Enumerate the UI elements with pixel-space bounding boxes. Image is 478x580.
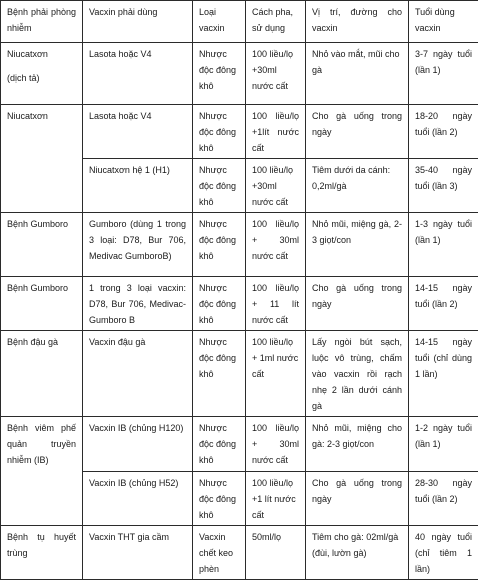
cell-age: 18-20 ngày tuổi (lần 2): [409, 105, 478, 159]
cell-type: Nhược độc đông khô: [193, 472, 246, 526]
cell-vaccine: Vacxin IB (chủng H52): [83, 472, 193, 526]
cell-method: Cho gà uống trong ngày: [306, 472, 409, 526]
cell-vaccine: Vacxin IB (chủng H120): [83, 417, 193, 472]
header-age: Tuổi dùng vacxin: [409, 1, 478, 43]
cell-type: Nhược độc đông khô: [193, 417, 246, 472]
table-row: [1, 417, 478, 472]
cell-age: 14-15 ngày tuổi (lần 2): [409, 277, 478, 331]
cell-type: Nhược độc đông khô: [193, 213, 246, 277]
cell-mixing: 50ml/lọ: [246, 526, 306, 580]
cell-vaccine: 1 trong 3 loại vacxin: D78, Bur 706, Medivac-Gumboro B: [83, 277, 193, 331]
cell-mixing: 100 liều/lọ +30ml nước cất: [246, 159, 306, 213]
cell-age: 3-7 ngày tuổi (lần 1): [409, 43, 478, 105]
cell-type: Nhược độc đông khô: [193, 105, 246, 159]
header-disease: Bệnh phải phòng nhiễm: [1, 1, 83, 43]
cell-spacer: [7, 62, 76, 70]
cell-method: Nhỏ vào mắt, mũi cho gà: [306, 43, 409, 105]
cell-method: [306, 526, 409, 580]
cell-vaccine: Niucatxơn hệ 1 (H1): [83, 159, 193, 213]
cell-mixing: 100 liều/lọ +30ml nước cất: [246, 43, 306, 105]
cell-method-note: (đùi, lườn gà): [312, 545, 402, 561]
cell-disease-name: Niucatxơn: [7, 46, 76, 62]
cell-disease: Bệnh Gumboro: [1, 277, 83, 331]
table-row: [1, 213, 478, 277]
header-method: Vị trí, đường cho vacxin: [306, 1, 409, 43]
cell-disease: [1, 43, 83, 105]
cell-method-main: Tiêm cho gà: 02ml/gà: [312, 529, 402, 545]
cell-disease-note: (dịch tả): [7, 70, 76, 86]
table-row: [1, 526, 478, 580]
cell-vaccine: Lasota hoặc V4: [83, 43, 193, 105]
cell-disease: Bệnh tụ huyết trùng: [1, 526, 83, 580]
cell-method: Tiêm dưới da cánh: 0,2ml/gà: [306, 159, 409, 213]
cell-vaccine: Lasota hoặc V4: [83, 105, 193, 159]
cell-mixing: 100 liều/lọ + 1ml nước cất: [246, 331, 306, 417]
header-mixing: Cách pha, sử dụng: [246, 1, 306, 43]
table-row: [1, 331, 478, 417]
cell-age: 35-40 ngày tuổi (lần 3): [409, 159, 478, 213]
cell-vaccine: Gumboro (dùng 1 trong 3 loại: D78, Bur 706, Medivac GumboroB): [83, 213, 193, 277]
cell-method: Nhỏ mũi, miệng gà, 2-3 giọt/con: [306, 213, 409, 277]
cell-method: Nhỏ mũi, miệng cho gà: 2-3 giọt/con: [306, 417, 409, 472]
cell-method: Cho gà uống trong ngày: [306, 105, 409, 159]
cell-method: Lấy ngòi bút sạch, luộc vô trùng, chấm vào vacxin rồi rạch nhẹ 2 lần dưới cánh gà: [306, 331, 409, 417]
cell-disease: Bệnh viêm phế quản truyền nhiễm (IB): [1, 417, 83, 526]
cell-mixing: 100 liều/lọ +1lít nước cất: [246, 105, 306, 159]
cell-disease: Bệnh Gumboro: [1, 213, 83, 277]
cell-type: Vacxin chết keo phèn: [193, 526, 246, 580]
cell-type: Nhược độc đông khô: [193, 331, 246, 417]
cell-age: 28-30 ngày tuổi (lần 2): [409, 472, 478, 526]
cell-vaccine: Vacxin THT gia cầm: [83, 526, 193, 580]
cell-mixing: 100 liều/lọ + 30ml nước cất: [246, 213, 306, 277]
cell-disease: Bệnh đậu gà: [1, 331, 83, 417]
cell-mixing: 100 liều/lọ + 11 lít nước cất: [246, 277, 306, 331]
cell-type: Nhược độc đông khô: [193, 277, 246, 331]
cell-method: Cho gà uống trong ngày: [306, 277, 409, 331]
cell-type: Nhược độc đông khô: [193, 159, 246, 213]
table-row: [1, 277, 478, 331]
header-vaccine: Vacxin phải dùng: [83, 1, 193, 43]
cell-age: 40 ngày tuổi (chỉ tiêm 1 lần): [409, 526, 478, 580]
cell-disease: Niucatxơn: [1, 105, 83, 213]
cell-type: Nhược độc đông khô: [193, 43, 246, 105]
cell-mixing: 100 liều/lọ + 30ml nước cất: [246, 417, 306, 472]
header-type: Loại vacxin: [193, 1, 246, 43]
table-row: [1, 43, 478, 105]
cell-age: 14-15 ngày tuổi (chỉ dùng 1 lần): [409, 331, 478, 417]
cell-age: 1-3 ngày tuổi (lần 1): [409, 213, 478, 277]
cell-mixing: 100 liều/lọ +1 lít nước cất: [246, 472, 306, 526]
table-row: [1, 105, 478, 159]
cell-age: 1-2 ngày tuổi (lần 1): [409, 417, 478, 472]
cell-vaccine: Vacxin đậu gà: [83, 331, 193, 417]
table-header-row: [1, 1, 478, 43]
